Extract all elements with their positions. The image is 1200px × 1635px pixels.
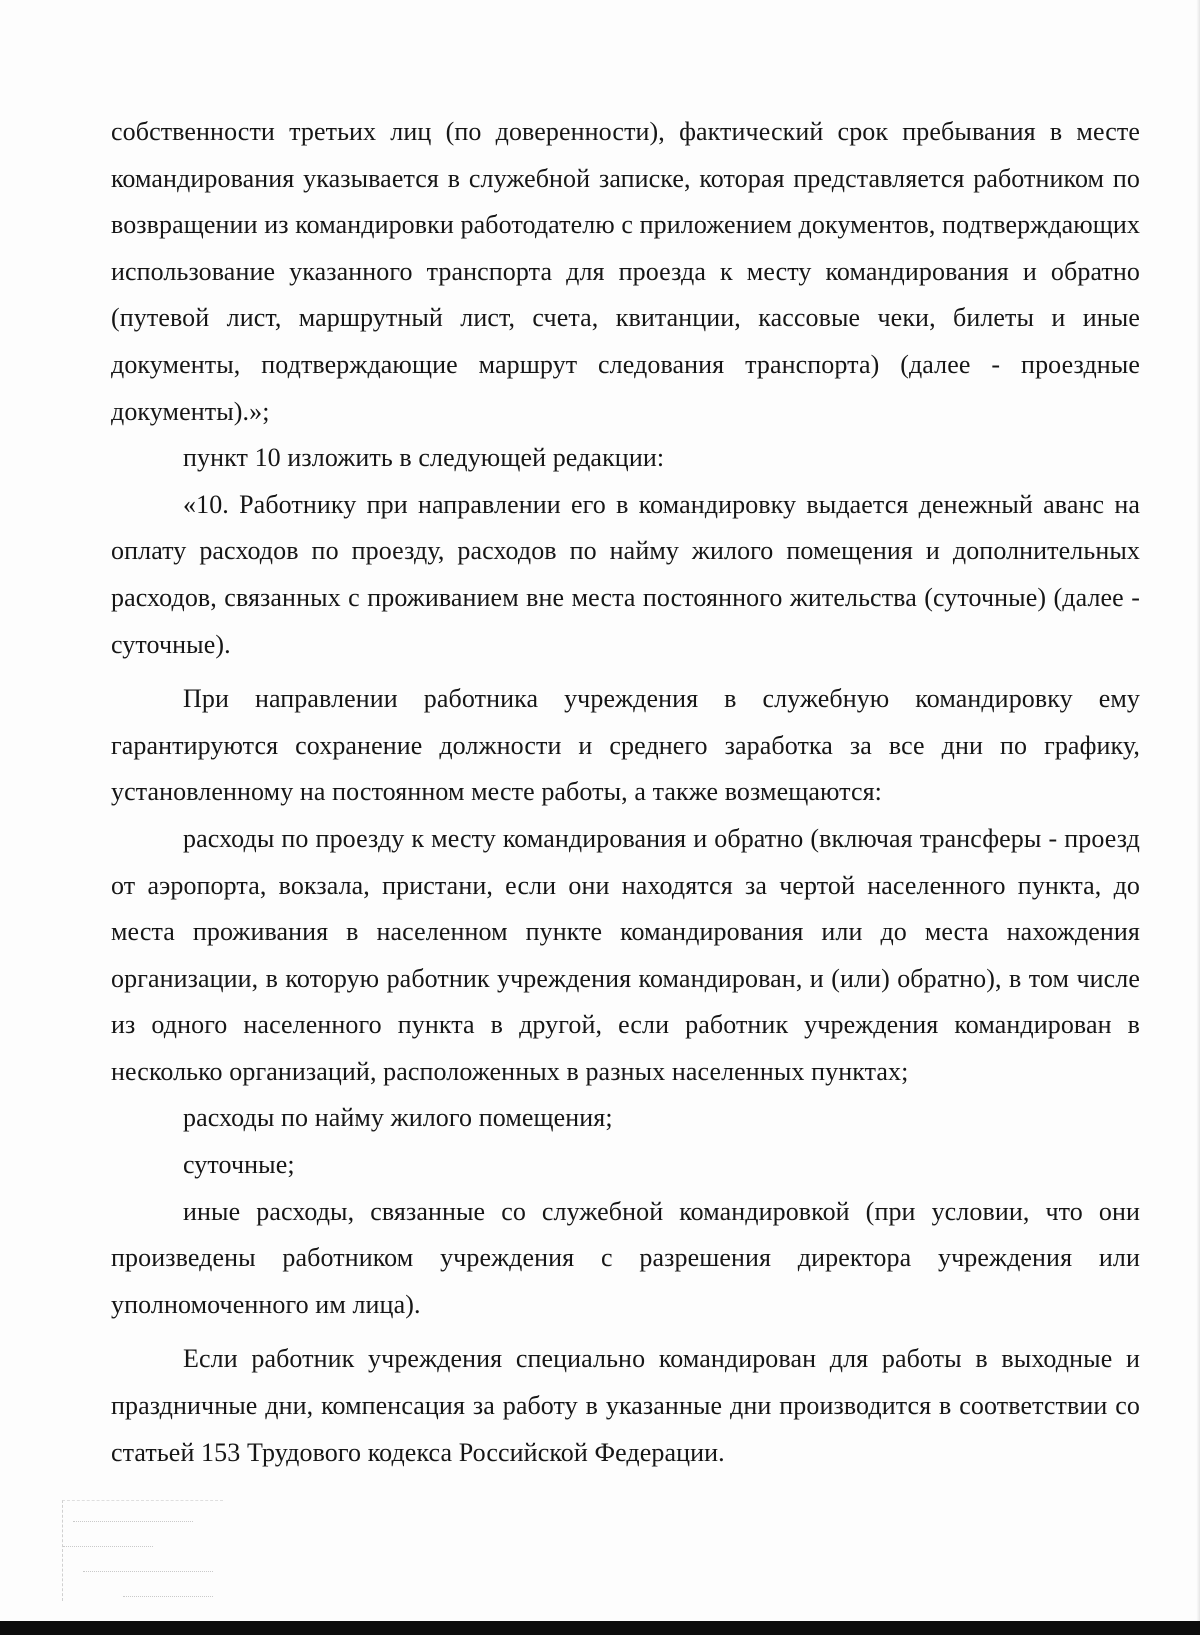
paragraph-continuation: собственности третьих лиц (по доверенности), фактический срок пребывания в месте командирования указывается в служебной записке, которая представляется работником по возвращении из командировки работодателю с приложением документов, подтверждающих использование указанного транспорта для проезда к месту командирования и обратно (путевой лист, маршрутный лист, счета, квитанции, кассовые чеки, билеты и иные документы, подтверждающие маршрут следования транспорта) (далее - проездные документы).»;: [111, 117, 1140, 426]
document-body: [111, 109, 1140, 1476]
paragraph-amendment-instruction: пункт 10 изложить в следующей редакции:: [183, 443, 665, 473]
stamp-line: [123, 1596, 213, 1597]
paragraph-other-expenses: иные расходы, связанные со служебной командировкой (при условии, что они произведены работником учреждения с разрешения директора учреждения или уполномоченного им лица).: [111, 1196, 1140, 1319]
paragraph-weekend-work: Если работник учреждения специально командирован для работы в выходные и праздничные дни, компенсация за работу в указанные дни производится в соответствии со статьей 153 Трудового кодекса Российской Федерации.: [111, 1344, 1140, 1467]
scan-right-edge: [1196, 0, 1200, 1635]
stamp-line: [63, 1546, 153, 1547]
stamp-line: [73, 1521, 193, 1522]
paragraph-housing-expenses: расходы по найму жилого помещения;: [183, 1103, 613, 1133]
paragraph-item-10: «10. Работнику при направлении его в командировку выдается денежный аванс на оплату расходов по проезду, расходов по найму жилого помещения и дополнительных расходов, связанных с проживанием вне места постоянного жительства (суточные) (далее - суточные).: [111, 489, 1140, 659]
paragraph-travel-expenses: расходы по проезду к месту командирования и обратно (включая трансферы - проезд от аэропорта, вокзала, пристани, если они находятся за чертой населенного пункта, до места проживания в населенном пункте командирования или до места нахождения организации, в которую работник учреждения командирован, и (или) обратно), в том числе из одного населенного пункта в другой, если работник учреждения командирован в несколько организаций, расположенных в разных населенных пунктах;: [111, 823, 1140, 1086]
stamp-line: [83, 1571, 213, 1572]
scan-bottom-border: [0, 1621, 1200, 1635]
paragraph-daily-allowance: суточные;: [183, 1150, 295, 1180]
faint-stamp-mark: [62, 1500, 223, 1601]
paragraph-guarantees: При направлении работника учреждения в служебную командировку ему гарантируются сохранение должности и среднего заработка за все дни по графику, установленному на постоянном месте работы, а также возмещаются:: [111, 684, 1140, 807]
